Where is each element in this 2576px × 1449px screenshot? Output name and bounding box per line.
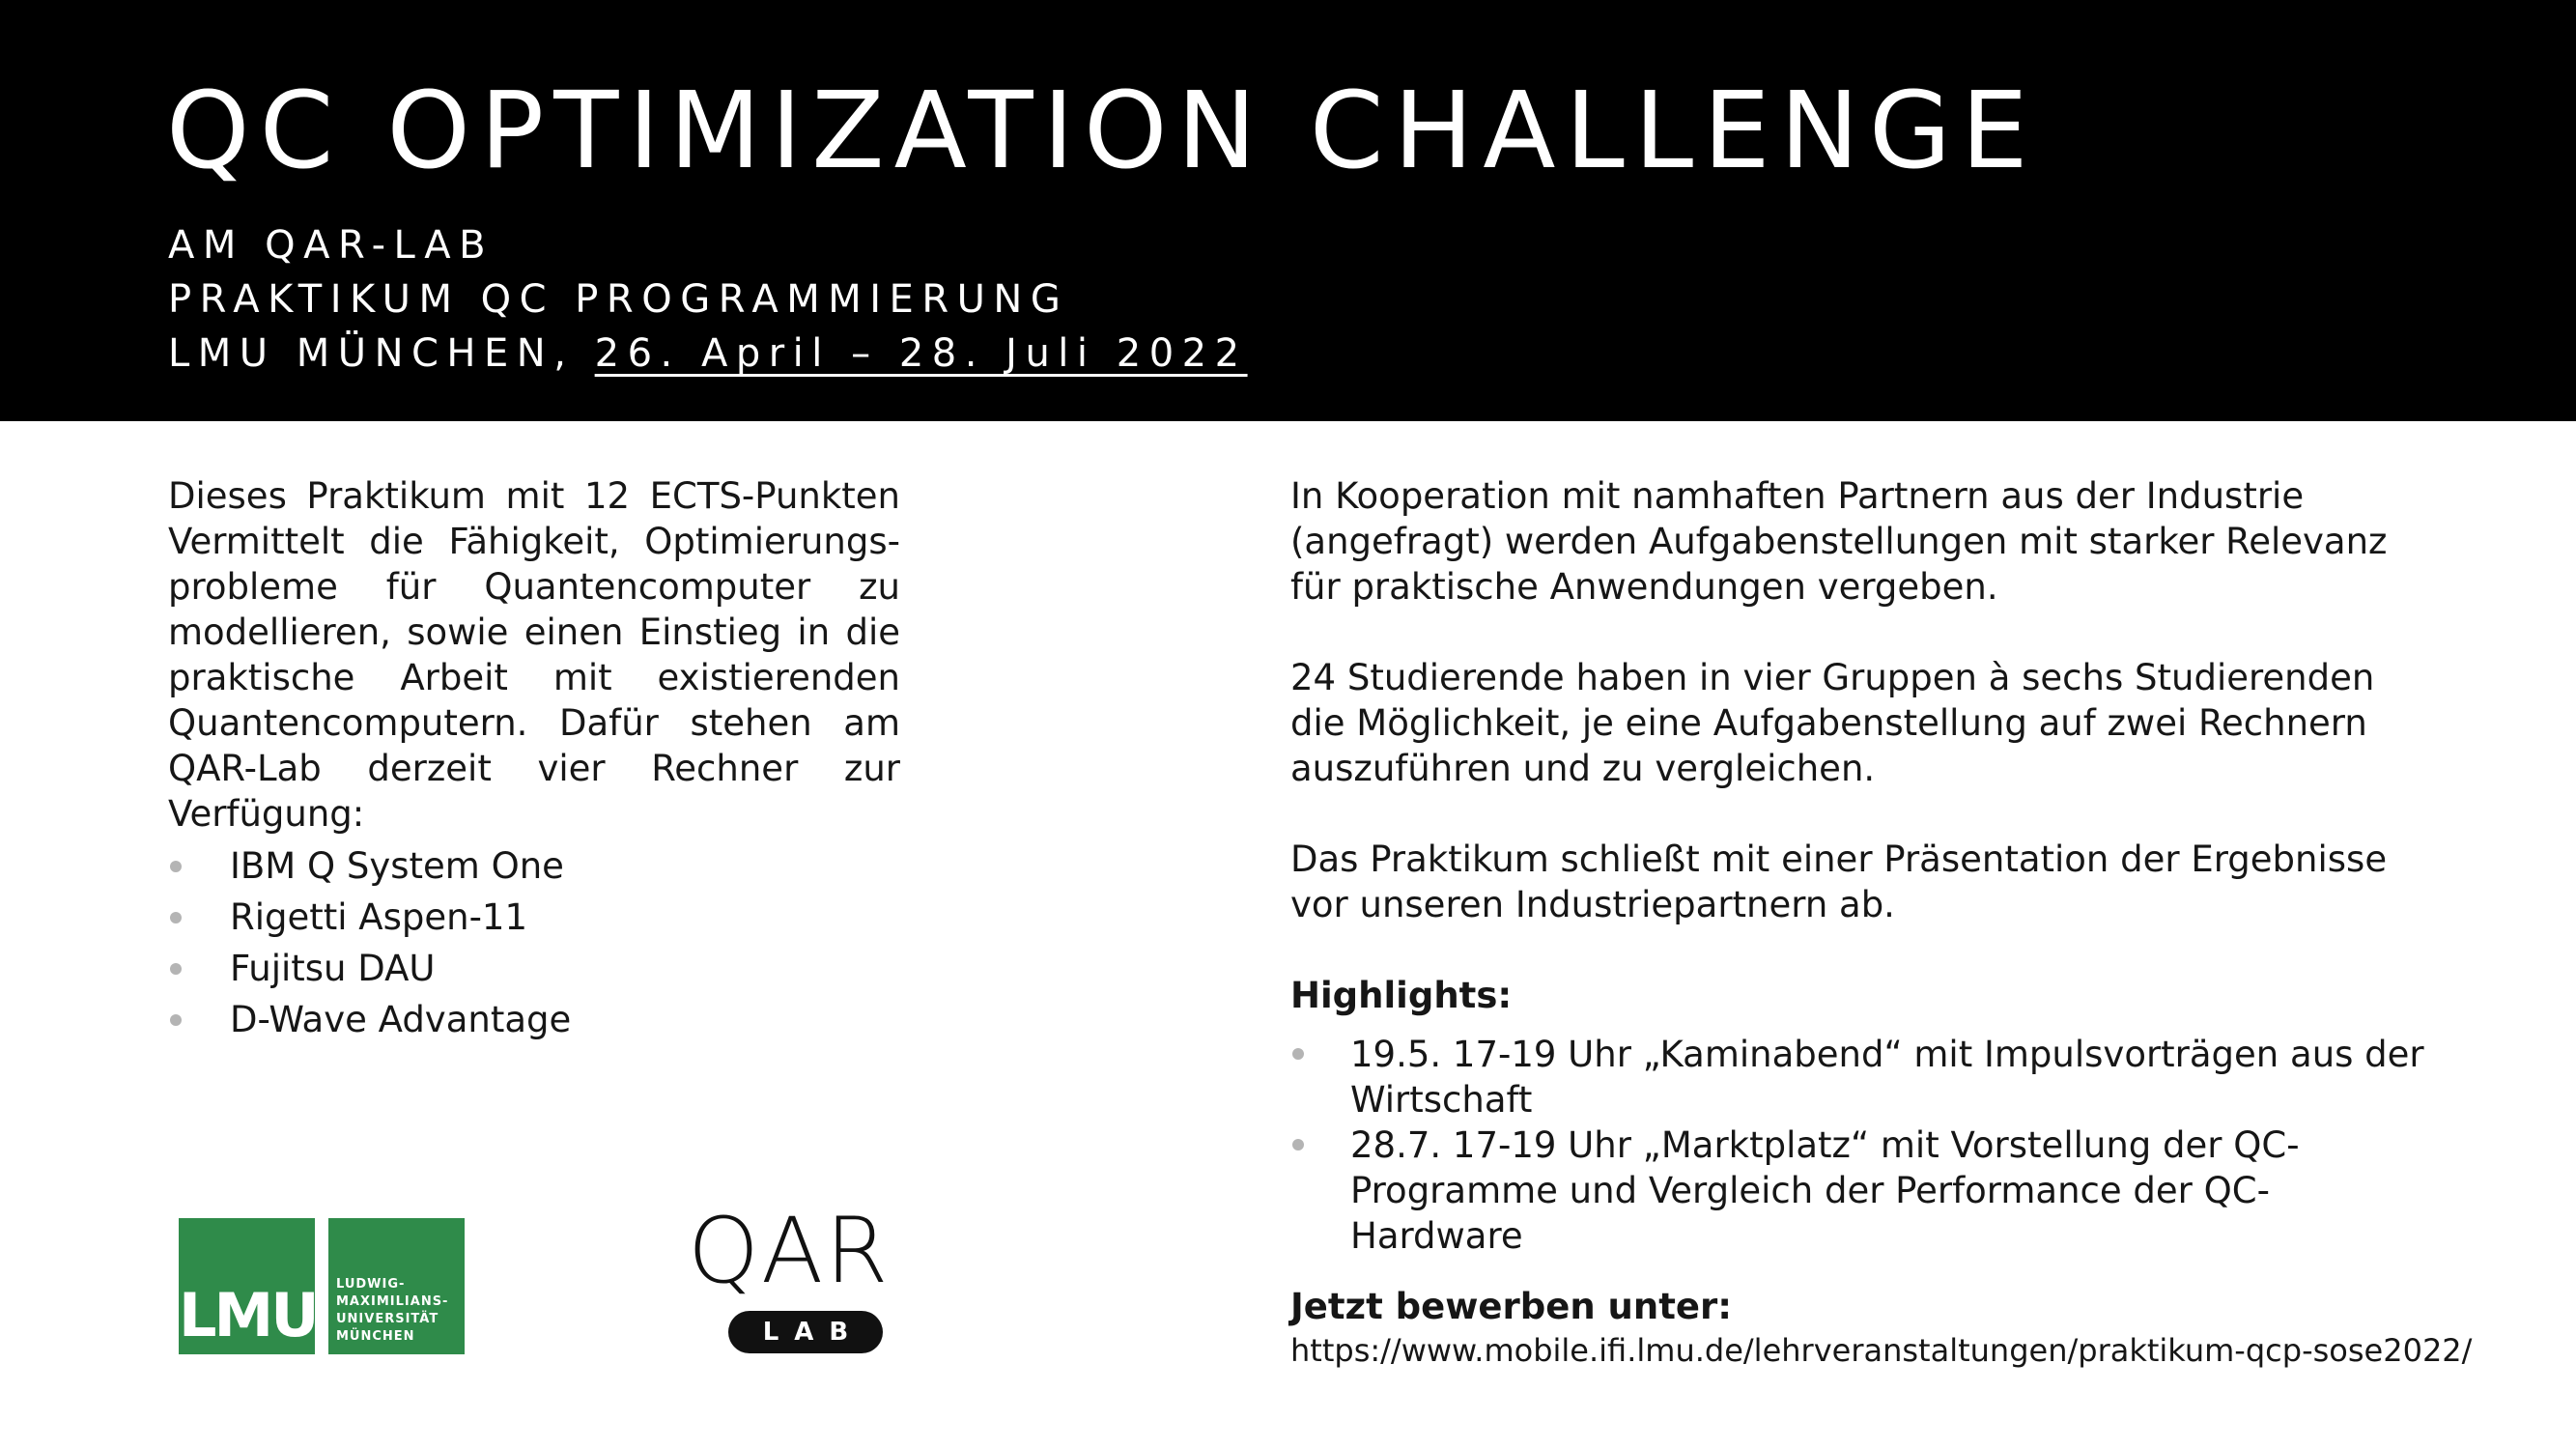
subtitle-location-date <box>168 327 1248 381</box>
qar-lab-logo <box>688 1199 912 1357</box>
subtitle-location: LMU MÜNCHEN, <box>168 331 595 376</box>
apply-link[interactable]: https://www.mobile.ifi.lmu.de/lehrveranstaltungen/praktikum-qcp-sose2022/ <box>1290 1332 2473 1369</box>
computer-name: IBM Q System One <box>230 845 564 887</box>
bullet-icon <box>170 963 182 975</box>
highlight-text: 28.7. 17-19 Uhr „Marktplatz“ mit Vorstellung der QC-Programme und Vergleich der Performance der QC-Hardware <box>1350 1124 2300 1257</box>
highlights-list <box>1290 1032 2430 1259</box>
computer-name: Fujitsu DAU <box>230 948 436 989</box>
subtitle-block <box>168 218 1248 381</box>
computer-name: D-Wave Advantage <box>230 999 572 1040</box>
students-paragraph: 24 Studierende haben in vier Gruppen à sechs Studierenden die Möglichkeit, je eine Aufgabenstellung auf zwei Rechnern auszuführen und zu vergleichen. <box>1290 657 2375 789</box>
highlights-heading: Highlights: <box>1290 975 1513 1016</box>
qar-logo-lab-badge: LAB <box>728 1311 883 1353</box>
list-item <box>1290 1032 2430 1122</box>
details-column <box>1290 473 2473 1372</box>
header-banner <box>0 0 2576 421</box>
lmu-logo-letters: LMU <box>179 1280 317 1350</box>
list-item <box>168 840 571 892</box>
bullet-icon <box>1292 1048 1304 1060</box>
intro-paragraph: Dieses Praktikum mit 12 ECTS-Punkten Vermittelt die Fähigkeit, Optimierungs-probleme für Quantencomputer zu modellieren, sowie einen Einstieg in die praktische Arbeit mit existierenden Quantencomputern. Dafür stehen am QAR-Lab derzeit vier Rechner zur Verfügung: <box>168 475 900 835</box>
bullet-icon <box>170 861 182 872</box>
computer-name: Rigetti Aspen-11 <box>230 896 528 938</box>
computer-list <box>168 840 571 1045</box>
list-item <box>168 994 571 1045</box>
lmu-name-line: MÜNCHEN <box>336 1329 415 1344</box>
cooperation-paragraph: In Kooperation mit namhaften Partnern aus der Industrie (angefragt) werden Aufgabenstellungen mit starker Relevanz für praktische Anwendungen vergeben. <box>1290 475 2388 608</box>
apply-heading: Jetzt bewerben unter: <box>1290 1286 1733 1327</box>
lmu-logo <box>179 1218 465 1354</box>
list-item <box>168 943 571 994</box>
presentation-paragraph: Das Praktikum schließt mit einer Präsentation der Ergebnisse vor unseren Industriepartnern ab. <box>1290 838 2388 925</box>
highlight-text: 19.5. 17-19 Uhr „Kaminabend“ mit Impulsvorträgen aus der Wirtschaft <box>1350 1034 2424 1121</box>
lmu-logo-wordmark <box>328 1218 465 1354</box>
intro-text <box>168 473 900 837</box>
bullet-icon <box>170 912 182 923</box>
lmu-logo-mark <box>179 1218 315 1354</box>
bullet-icon <box>170 1014 182 1026</box>
subtitle-lab: AM QAR-LAB <box>168 223 495 268</box>
lmu-name-line: UNIVERSITÄT <box>336 1312 439 1326</box>
lmu-name-line: MAXIMILIANS- <box>336 1294 449 1309</box>
lmu-name-line: LUDWIG- <box>336 1277 406 1292</box>
list-item <box>1290 1122 2430 1259</box>
bullet-icon <box>1292 1139 1304 1151</box>
page-title: QC OPTIMIZATION CHALLENGE <box>166 69 2038 192</box>
qar-logo-letters: QAR <box>688 1199 891 1304</box>
list-item <box>168 892 571 943</box>
date-range: 26. April – 28. Juli 2022 <box>594 331 1248 376</box>
subtitle-course: PRAKTIKUM QC PROGRAMMIERUNG <box>168 277 1069 322</box>
